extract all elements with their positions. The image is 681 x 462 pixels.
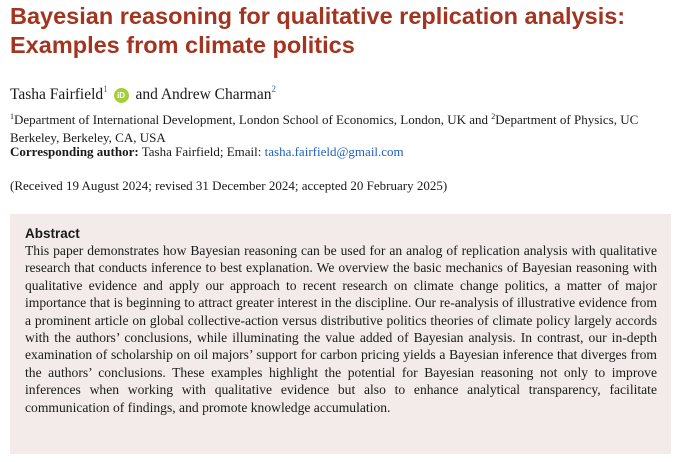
author-name: Tasha Fairfield [10, 86, 104, 103]
affiliation-marker: 2 [491, 112, 496, 121]
affiliation-marker: 2 [271, 84, 276, 94]
article-title: Bayesian reasoning for qualitative replication analysis: Examples from climate politics [10, 3, 626, 58]
author-name: Andrew Charman [160, 86, 272, 103]
corresponding-author [10, 143, 404, 160]
submission-dates: (Received 19 August 2024; revised 31 December 2024; accepted 20 February 2025) [10, 178, 448, 193]
affiliation-marker: 1 [10, 112, 14, 121]
affiliation-text: Department of International Development, London School of Economics, London, UK and [14, 112, 492, 127]
affiliations [10, 108, 670, 146]
affiliation-marker: 1 [103, 84, 108, 94]
corresponding-label: Corresponding author: [10, 144, 139, 159]
corresponding-text: Tasha Fairfield; Email: [141, 144, 262, 159]
orcid-icon[interactable]: iD [114, 88, 129, 103]
affiliation-text: Department of Physics, UC Berkeley, Berkeley, CA, USA [10, 112, 639, 145]
email-link[interactable]: tasha.fairfield@gmail.com [264, 144, 404, 159]
author-conjunction: and [135, 86, 158, 103]
author-list [10, 79, 276, 105]
abstract-box [10, 214, 671, 454]
abstract-heading: Abstract [25, 226, 80, 241]
abstract-text: This paper demonstrates how Bayesian reasoning can be used for an analog of replication analysis with qualitative research that conducts inference to best explanation. We overview the basic mechanics of Bayesian reasoning with qualitative evidence and apply our approach to recent research on climate change politics, a matter of major importance that is beginning to attract greater interest in the discipline. Our re-analysis of illustrative evidence from a prominent article on global collective-action versus distributive politics theories of climate policy largely accords with the authors’ conclusions, while illuminating the value added of Bayesian analysis. In contrast, our in-depth examination of scholarship on oil majors’ support for carbon pricing yields a Bayesian inference that diverges from the authors’ conclusions. These examples highlight the potential for Bayesian reasoning not only to improve inferences when working with qualitative evidence but also to enhance analytical transparency, facilitate communication of findings, and promote knowledge accumulation. [25, 243, 657, 415]
